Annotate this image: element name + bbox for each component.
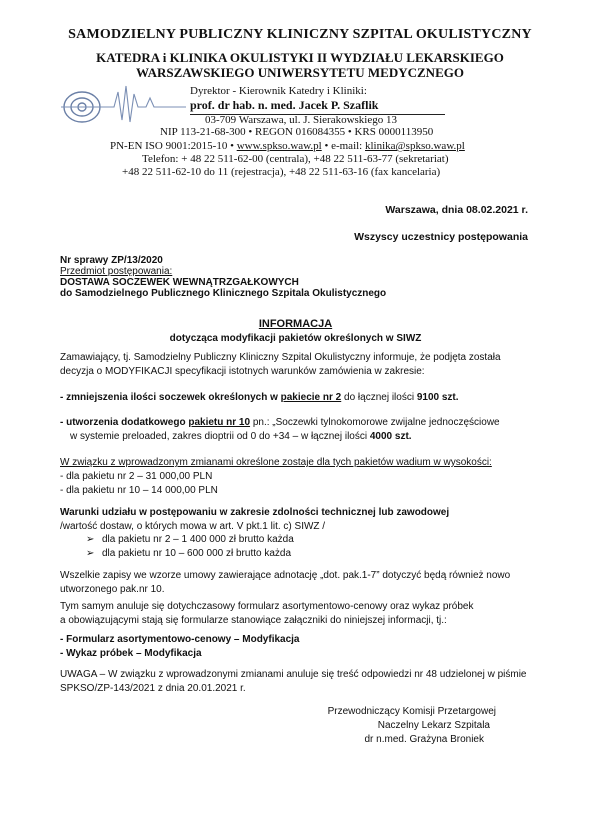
phone-line-2: +48 22 511-62-10 do 11 (rejestracja), +48 22 511-63-16 (fax kancelaria) (122, 166, 441, 178)
note-line-2: SPKSO/ZP-143/2021 z dnia 20.01.2021 r. (60, 683, 246, 694)
point-2 (60, 416, 532, 444)
document-subtitle: dotycząca modyfikacji pakietów określonych w SIWZ (169, 333, 422, 344)
conditions-section (60, 506, 532, 534)
certification-contacts (110, 140, 465, 152)
point2-text-2: w systemie preloaded, zakres dioptrii od 0 do +34 – w łącznej ilości (70, 431, 370, 442)
recipient-line: Wszyscy uczestnicy postępowania (354, 231, 528, 243)
conditions-item-2-text: dla pakietu nr 10 – 600 000 zł brutto każda (102, 548, 292, 559)
signature-line-3: dr n.med. Grażyna Broniek (364, 734, 484, 745)
deposit-item-2: - dla pakietu nr 10 – 14 000,00 PLN (60, 485, 218, 496)
signature-block (328, 705, 496, 747)
document-title: INFORMACJA (258, 318, 333, 330)
cancel-line-1: Tym samym anuluje się dotychczasowy formularz asortymentowo-cenowy oraz wykaz próbek (60, 601, 474, 612)
iso-label: PN-EN ISO 9001:2015-10 • (110, 140, 237, 152)
email-link[interactable]: klinika@spkso.waw.pl (365, 140, 465, 152)
note-paragraph (60, 668, 532, 696)
point1-text: do łącznej ilości (341, 392, 417, 403)
point2-text-1: pn.: „Soczewki tylnokomorowe zwijalne jednoczęściowe (250, 417, 500, 428)
point2-qty: 4000 szt. (369, 431, 412, 442)
director-title: Dyrektor - Kierownik Katedry i Kliniki: (190, 85, 367, 97)
deposit-heading: W związku z wprowadzonym zmianami określone zostaje dla tych pakietów wadium w wysokości: (60, 457, 492, 468)
point-1 (60, 391, 532, 405)
header-line-3: WARSZAWSKIEGO UNIWERSYTETU MEDYCZNEGO (136, 65, 464, 80)
registration-ids: NIP 113-21-68-300 • REGON 016084355 • KRS 0000113950 (160, 126, 434, 138)
conditions-item-2 (86, 548, 291, 559)
attachments-list (60, 633, 532, 661)
date-line: Warszawa, dnia 08.02.2021 r. (385, 204, 528, 216)
signature-line-2: Naczelny Lekarz Szpitala (377, 720, 490, 731)
deposit-item-1: - dla pakietu nr 2 – 31 000,00 PLN (60, 471, 213, 482)
annotation-line-2: utworzonego pak.nr 10. (60, 584, 165, 595)
conditions-sub: /wartość dostaw, o których mowa w art. V pkt.1 lit. c) SIWZ / (60, 521, 326, 532)
note-line-1: UWAGA – W związku z wprowadzonymi zmianami anuluje się treść odpowiedzi nr 48 udzielonej w piśmie (60, 669, 527, 680)
signature-line-1: Przewodniczący Komisji Przetargowej (327, 706, 496, 717)
subject-line-2: do Samodzielnego Publicznego Klinicznego Szpitala Okulistycznego (60, 288, 387, 299)
arrow-bullet-icon: ➢ (86, 548, 95, 559)
hospital-address: 03-709 Warszawa, ul. J. Sierakowskiego 13 (205, 114, 397, 126)
header-line-2: KATEDRA i KLINIKA OKULISTYKI II WYDZIAŁU LEKARSKIEGO (96, 50, 504, 65)
attachment-item-1: - Formularz asortymentowo-cenowy – Modyfikacja (60, 634, 300, 645)
subject-line-1: DOSTAWA SOCZEWEK WEWNĄTRZGAŁKOWYCH (60, 277, 299, 288)
deposit-section (60, 456, 532, 498)
header-line-1: SAMODZIELNY PUBLICZNY KLINICZNY SZPITAL OKULISTYCZNY (68, 27, 532, 42)
conditions-item-1 (86, 534, 294, 545)
arrow-bullet-icon: ➢ (86, 534, 95, 545)
point2-bold: - utworzenia dodatkowego (60, 417, 189, 428)
phone-line-1: Telefon: + 48 22 511-62-00 (centrala), +48 22 511-63-77 (sekretariat) (142, 153, 449, 165)
point1-qty: 9100 szt. (416, 392, 459, 403)
director-name: prof. dr hab. n. med. Jacek P. Szaflik (190, 98, 379, 112)
conditions-heading: Warunki udziału w postępowaniu w zakresie zdolności technicznej lub zawodowej (60, 507, 450, 518)
website-link[interactable]: www.spkso.waw.pl (236, 140, 322, 152)
eye-ecg-logo-icon (58, 80, 188, 130)
intro-line-1: Zamawiający, tj. Samodzielny Publiczny Kliniczny Szpital Okulistyczny informuje, że podjęta została (60, 352, 501, 363)
intro-paragraph (60, 351, 532, 379)
cancel-line-2: a obowiązującymi stają się formularze stanowiące załączniki do niniejszej informacji, tj.: (60, 615, 447, 626)
cancel-paragraph (60, 600, 532, 628)
case-number: Nr sprawy ZP/13/2020 (60, 255, 163, 266)
point2-package: pakietu nr 10 (188, 417, 251, 428)
point1-package: pakiecie nr 2 (280, 392, 342, 403)
point1-bold: - zmniejszenia ilości soczewek określonych w (60, 392, 281, 403)
attachment-item-2: - Wykaz próbek – Modyfikacja (60, 648, 202, 659)
subject-label: Przedmiot postępowania: (60, 266, 173, 277)
annotation-paragraph (60, 569, 532, 597)
conditions-item-1-text: dla pakietu nr 2 – 1 400 000 zł brutto każda (102, 534, 294, 545)
annotation-line-1: Wszelkie zapisy we wzorze umowy zawierające adnotację „dot. pak.1-7” dotyczyć będą również nowo (60, 570, 511, 581)
email-label: • e-mail: (321, 140, 365, 152)
intro-line-2: decyzja o MODYFIKACJI specyfikacji istotnych warunków zamówienia w zakresie: (60, 366, 425, 377)
